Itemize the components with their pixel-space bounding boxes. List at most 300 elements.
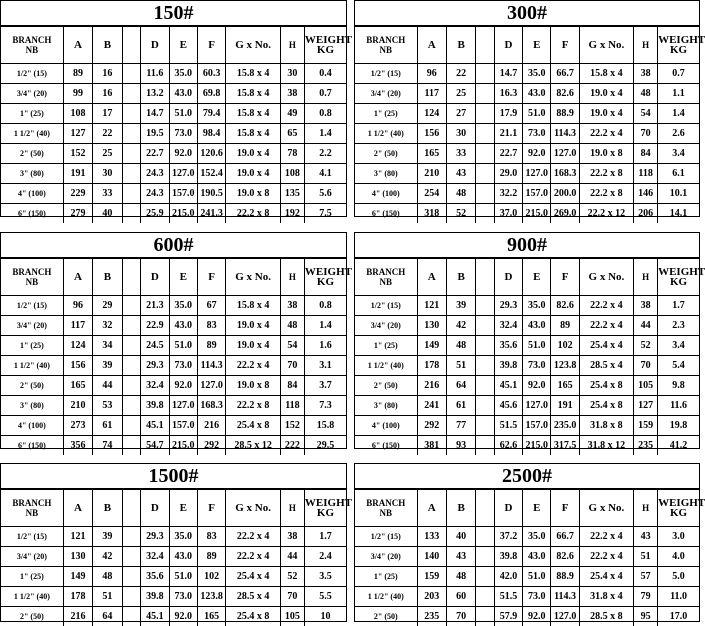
header-row — [355, 27, 699, 64]
cell-blank — [476, 567, 495, 587]
cell-g-x-no: 25.4 x 4 — [579, 567, 633, 587]
header-label-d: D — [151, 502, 159, 514]
cell-h: 38 — [634, 296, 658, 316]
header-label-kg: KG — [317, 44, 334, 56]
table-row — [355, 164, 699, 184]
header-label-weight: WEIGHT — [305, 266, 352, 278]
table-row — [355, 84, 699, 104]
cell-weight-kg: 41.2 — [658, 436, 699, 456]
cell-h: 54 — [280, 336, 304, 356]
header-label-b: B — [104, 39, 111, 51]
cell-weight-kg: 14.1 — [658, 204, 699, 224]
cell-a: 203 — [417, 587, 446, 607]
cell-d: 57.9 — [494, 607, 522, 626]
cell-b: 30 — [93, 164, 122, 184]
cell-b: 34 — [93, 336, 122, 356]
table-row — [1, 607, 346, 626]
cell-blank — [122, 124, 141, 144]
cell-d: 19.5 — [141, 124, 169, 144]
cell-f: 102 — [551, 336, 579, 356]
header-label-kg: KG — [670, 507, 687, 519]
cell-g-x-no: 31.8 x 4 — [579, 587, 633, 607]
header-weight-kg — [304, 27, 346, 64]
cell-e: 35.0 — [523, 64, 551, 84]
header-label-branch: BRANCH — [12, 498, 51, 508]
cell-weight-kg: 0.8 — [304, 296, 346, 316]
cell-f: 152.4 — [197, 164, 225, 184]
header-e — [523, 259, 551, 296]
cell-f: 79.4 — [197, 104, 225, 124]
cell-d: 32.4 — [141, 547, 169, 567]
header-d — [141, 259, 169, 296]
cell-g-x-no: 28.5 x 8 — [579, 607, 633, 626]
cell-blank — [476, 396, 495, 416]
cell-a: 121 — [417, 296, 446, 316]
header-label-e: E — [533, 39, 540, 51]
cell-b: 22 — [446, 64, 475, 84]
cell-g-x-no: 25.4 x 8 — [579, 376, 633, 396]
cell-branch-nb: 6" (150) — [1, 436, 63, 456]
cell-branch-nb: 1 1/2" (40) — [355, 124, 417, 144]
cell-a: 318 — [417, 204, 446, 224]
cell-b: 40 — [93, 204, 122, 224]
cell-d: 45.6 — [494, 396, 522, 416]
cell-f: 83 — [197, 316, 225, 336]
header-label-b: B — [457, 39, 464, 51]
header-label-h: H — [642, 272, 649, 282]
cell-h: 38 — [634, 64, 658, 84]
cell-blank — [476, 64, 495, 84]
table-row — [355, 567, 699, 587]
header-d — [494, 259, 522, 296]
cell-a: 130 — [417, 316, 446, 336]
cell-g-x-no: 28.5 x 4 — [226, 587, 281, 607]
cell-f: 241.3 — [197, 204, 225, 224]
header-branch-nb — [355, 490, 417, 527]
cell-g-x-no: 19.0 x 4 — [579, 104, 633, 124]
cell-blank — [122, 436, 141, 456]
cell-d: 24.3 — [141, 184, 169, 204]
flange-table-150 — [0, 0, 347, 217]
cell-weight-kg: 5.6 — [304, 184, 346, 204]
cell-weight-kg: 2.4 — [304, 547, 346, 567]
cell-b: 61 — [446, 396, 475, 416]
table-row — [355, 144, 699, 164]
cell-weight-kg: 10.1 — [658, 184, 699, 204]
table-row — [1, 184, 346, 204]
cell-g-x-no: 28.5 x 12 — [226, 436, 281, 456]
table-row — [1, 416, 346, 436]
cell-a: 117 — [417, 84, 446, 104]
cell-b: 53 — [93, 396, 122, 416]
header-branch-nb — [1, 259, 63, 296]
cell-a: 96 — [63, 296, 92, 316]
cell-weight-kg: 1.1 — [658, 84, 699, 104]
cell-g-x-no: 22.2 x 4 — [579, 527, 633, 547]
cell-h: 48 — [634, 84, 658, 104]
cell-h: 52 — [280, 567, 304, 587]
dimension-table — [1, 258, 346, 455]
table-row — [1, 547, 346, 567]
header-h — [280, 490, 304, 527]
header-label-a: A — [428, 271, 436, 283]
header-a — [63, 490, 92, 527]
cell-blank — [476, 296, 495, 316]
cell-d: 14.7 — [494, 64, 522, 84]
cell-branch-nb: 2" (50) — [355, 144, 417, 164]
header-weight-kg — [658, 27, 699, 64]
cell-b: 43 — [446, 164, 475, 184]
header-label-b: B — [457, 271, 464, 283]
cell-g-x-no: 22.2 x 8 — [579, 184, 633, 204]
header-label-g: G x No. — [235, 271, 271, 283]
cell-e: 157.0 — [169, 416, 197, 436]
table-row — [355, 376, 699, 396]
cell-a: 117 — [63, 316, 92, 336]
cell-f: 67 — [197, 296, 225, 316]
cell-blank — [122, 144, 141, 164]
cell-branch-nb: 4" (100) — [355, 184, 417, 204]
header-blank — [476, 27, 495, 64]
cell-a: 178 — [63, 587, 92, 607]
cell-a: 124 — [417, 104, 446, 124]
cell-blank — [122, 587, 141, 607]
cell-weight-kg: 3.4 — [658, 336, 699, 356]
header-e — [523, 27, 551, 64]
header-label-f: F — [562, 502, 569, 514]
cell-f: 200.0 — [551, 184, 579, 204]
cell-branch-nb: 3/4" (20) — [355, 316, 417, 336]
cell-h: 222 — [280, 436, 304, 456]
cell-e: 157.0 — [169, 184, 197, 204]
cell-e: 51.0 — [169, 104, 197, 124]
header-label-nb: NB — [380, 277, 393, 287]
cell-d: 24.3 — [141, 164, 169, 184]
cell-g-x-no: 25.4 x 4 — [579, 336, 633, 356]
header-label-h: H — [642, 40, 649, 50]
cell-weight-kg: 9.8 — [658, 376, 699, 396]
cell-e: 92.0 — [169, 607, 197, 626]
cell-weight-kg: 0.7 — [304, 84, 346, 104]
cell-d: 45.1 — [141, 416, 169, 436]
cell-b: 42 — [93, 547, 122, 567]
cell-d: 21.1 — [494, 124, 522, 144]
cell-g-x-no: 25.4 x 4 — [226, 567, 281, 587]
header-label-h: H — [642, 503, 649, 513]
cell-f: 120.6 — [197, 144, 225, 164]
table-row — [355, 356, 699, 376]
cell-branch-nb: 1/2" (15) — [355, 64, 417, 84]
header-row — [355, 490, 699, 527]
header-b — [93, 259, 122, 296]
cell-g-x-no: 22.2 x 4 — [579, 124, 633, 144]
header-a — [417, 490, 446, 527]
header-h — [280, 27, 304, 64]
cell-d: 39.8 — [141, 396, 169, 416]
cell-f: 69.8 — [197, 84, 225, 104]
cell-d: 29.3 — [141, 527, 169, 547]
header-f — [197, 490, 225, 527]
cell-weight-kg: 0.7 — [658, 64, 699, 84]
header-branch-nb — [1, 27, 63, 64]
cell-g-x-no: 22.2 x 8 — [579, 164, 633, 184]
table-row — [1, 204, 346, 224]
cell-e: 215.0 — [523, 204, 551, 224]
cell-weight-kg: 0.4 — [304, 64, 346, 84]
cell-branch-nb: 1" (25) — [1, 336, 63, 356]
cell-d: 42.0 — [494, 567, 522, 587]
cell-blank — [476, 124, 495, 144]
header-b — [93, 27, 122, 64]
cell-e: 92.0 — [523, 607, 551, 626]
cell-d: 39.8 — [141, 587, 169, 607]
cell-a: 191 — [63, 164, 92, 184]
cell-h: 95 — [634, 607, 658, 626]
cell-d: 29.0 — [494, 164, 522, 184]
cell-g-x-no: 22.2 x 4 — [579, 296, 633, 316]
cell-a: 229 — [63, 184, 92, 204]
header-label-g: G x No. — [589, 39, 625, 51]
header-label-e: E — [533, 502, 540, 514]
cell-blank — [476, 356, 495, 376]
cell-h: 79 — [634, 587, 658, 607]
header-a — [63, 259, 92, 296]
table-row — [1, 527, 346, 547]
cell-e: 35.0 — [169, 527, 197, 547]
cell-weight-kg: 7.3 — [304, 396, 346, 416]
header-branch-nb — [1, 490, 63, 527]
header-label-g: G x No. — [589, 271, 625, 283]
header-weight-kg — [304, 259, 346, 296]
cell-d: 29.3 — [141, 356, 169, 376]
cell-blank — [476, 204, 495, 224]
header-label-weight: WEIGHT — [658, 34, 705, 46]
cell-f: 190.5 — [197, 184, 225, 204]
cell-a: 356 — [63, 436, 92, 456]
cell-e: 127.0 — [523, 164, 551, 184]
cell-d: 45.1 — [494, 376, 522, 396]
header-g-x-no — [579, 259, 633, 296]
table-row — [1, 376, 346, 396]
cell-a: 254 — [417, 184, 446, 204]
cell-d: 32.4 — [141, 376, 169, 396]
table-row — [355, 416, 699, 436]
header-label-a: A — [74, 39, 82, 51]
table-row — [1, 436, 346, 456]
cell-blank — [122, 607, 141, 626]
cell-blank — [122, 567, 141, 587]
header-f — [197, 27, 225, 64]
cell-weight-kg: 5.5 — [304, 587, 346, 607]
cell-g-x-no: 15.8 x 4 — [579, 64, 633, 84]
cell-weight-kg: 11.6 — [658, 396, 699, 416]
cell-a: 156 — [417, 124, 446, 144]
cell-weight-kg: 3.4 — [658, 144, 699, 164]
cell-branch-nb: 1/2" (15) — [355, 296, 417, 316]
cell-d: 37.0 — [494, 204, 522, 224]
header-a — [417, 259, 446, 296]
cell-e: 157.0 — [523, 416, 551, 436]
cell-branch-nb: 4" (100) — [1, 184, 63, 204]
header-blank — [122, 490, 141, 527]
cell-b: 48 — [446, 336, 475, 356]
cell-f: 82.6 — [551, 547, 579, 567]
cell-d: 25.9 — [141, 204, 169, 224]
cell-blank — [476, 336, 495, 356]
cell-d: 22.9 — [141, 316, 169, 336]
cell-a: 133 — [417, 527, 446, 547]
cell-weight-kg: 3.5 — [304, 567, 346, 587]
cell-blank — [476, 84, 495, 104]
cell-d: 54.7 — [141, 436, 169, 456]
header-label-nb: NB — [26, 277, 39, 287]
header-a — [417, 27, 446, 64]
cell-e: 127.0 — [169, 396, 197, 416]
table-row — [1, 396, 346, 416]
cell-branch-nb: 3" (80) — [355, 164, 417, 184]
header-label-e: E — [180, 39, 187, 51]
cell-g-x-no: 19.0 x 4 — [226, 164, 281, 184]
cell-branch-nb: 1 1/2" (40) — [1, 356, 63, 376]
cell-f: 60.3 — [197, 64, 225, 84]
cell-a: 165 — [63, 376, 92, 396]
cell-f: 89 — [197, 547, 225, 567]
cell-branch-nb: 1/2" (15) — [1, 296, 63, 316]
cell-weight-kg: 11.0 — [658, 587, 699, 607]
cell-a: 152 — [63, 144, 92, 164]
cell-d: 39.8 — [494, 547, 522, 567]
cell-weight-kg: 3.0 — [658, 527, 699, 547]
cell-e: 73.0 — [169, 587, 197, 607]
table-title: 150# — [1, 1, 346, 26]
cell-a: 108 — [63, 104, 92, 124]
header-label-f: F — [562, 39, 569, 51]
cell-b: 51 — [93, 587, 122, 607]
dimension-table — [355, 489, 699, 626]
header-label-weight: WEIGHT — [658, 266, 705, 278]
header-f — [551, 259, 579, 296]
cell-h: 44 — [280, 547, 304, 567]
cell-weight-kg: 17.0 — [658, 607, 699, 626]
cell-f: 269.0 — [551, 204, 579, 224]
header-d — [494, 27, 522, 64]
cell-h: 127 — [634, 396, 658, 416]
cell-g-x-no: 15.8 x 4 — [226, 84, 281, 104]
cell-blank — [122, 296, 141, 316]
header-label-h: H — [289, 272, 296, 282]
header-label-d: D — [505, 271, 513, 283]
cell-a: 210 — [63, 396, 92, 416]
header-h — [634, 259, 658, 296]
header-h — [634, 490, 658, 527]
header-label-h: H — [289, 40, 296, 50]
cell-b: 39 — [93, 356, 122, 376]
cell-h: 152 — [280, 416, 304, 436]
header-d — [494, 490, 522, 527]
cell-blank — [476, 527, 495, 547]
cell-g-x-no: 15.8 x 4 — [226, 64, 281, 84]
table-title: 1500# — [1, 464, 346, 489]
cell-f: 168.3 — [551, 164, 579, 184]
cell-h: 118 — [280, 396, 304, 416]
cell-d: 32.4 — [494, 316, 522, 336]
cell-g-x-no: 25.4 x 8 — [226, 416, 281, 436]
cell-h: 44 — [634, 316, 658, 336]
cell-e: 73.0 — [169, 356, 197, 376]
header-a — [63, 27, 92, 64]
cell-weight-kg: 1.7 — [658, 296, 699, 316]
cell-weight-kg: 2.6 — [658, 124, 699, 144]
cell-h: 70 — [634, 124, 658, 144]
cell-e: 51.0 — [169, 567, 197, 587]
cell-a: 96 — [417, 64, 446, 84]
cell-h: 38 — [280, 527, 304, 547]
header-row — [1, 27, 346, 64]
cell-e: 92.0 — [523, 376, 551, 396]
cell-branch-nb: 6" (150) — [355, 204, 417, 224]
header-label-f: F — [208, 39, 215, 51]
header-branch-nb — [355, 259, 417, 296]
cell-h: 84 — [280, 376, 304, 396]
cell-blank — [122, 204, 141, 224]
cell-branch-nb: 2" (50) — [1, 376, 63, 396]
cell-g-x-no: 22.2 x 4 — [226, 527, 281, 547]
cell-h: 57 — [634, 567, 658, 587]
cell-blank — [476, 376, 495, 396]
cell-b: 60 — [446, 587, 475, 607]
cell-e: 157.0 — [523, 184, 551, 204]
cell-h: 38 — [280, 296, 304, 316]
cell-weight-kg: 3.1 — [304, 356, 346, 376]
table-title: 600# — [1, 233, 346, 258]
header-f — [551, 490, 579, 527]
cell-g-x-no: 31.8 x 8 — [579, 416, 633, 436]
table-row — [355, 204, 699, 224]
cell-blank — [476, 316, 495, 336]
cell-f: 127.0 — [197, 376, 225, 396]
cell-b: 27 — [446, 104, 475, 124]
cell-h: 70 — [280, 356, 304, 376]
cell-a: 216 — [63, 607, 92, 626]
cell-b: 29 — [93, 296, 122, 316]
cell-weight-kg: 3.7 — [304, 376, 346, 396]
cell-h: 65 — [280, 124, 304, 144]
cell-g-x-no: 19.0 x 4 — [579, 84, 633, 104]
cell-blank — [122, 376, 141, 396]
cell-d: 35.6 — [494, 336, 522, 356]
cell-h: 49 — [280, 104, 304, 124]
cell-blank — [122, 356, 141, 376]
header-f — [551, 27, 579, 64]
table-row — [1, 84, 346, 104]
header-b — [446, 259, 475, 296]
cell-b: 39 — [446, 296, 475, 316]
cell-branch-nb: 1" (25) — [355, 567, 417, 587]
flange-table-1500 — [0, 463, 347, 622]
cell-d: 22.7 — [494, 144, 522, 164]
cell-e: 73.0 — [169, 124, 197, 144]
cell-branch-nb: 6" (150) — [355, 436, 417, 456]
cell-weight-kg: 1.6 — [304, 336, 346, 356]
cell-a: 89 — [63, 64, 92, 84]
cell-blank — [476, 144, 495, 164]
flange-table-2500 — [354, 463, 700, 622]
table-row — [355, 184, 699, 204]
cell-weight-kg: 5.0 — [658, 567, 699, 587]
header-label-a: A — [428, 39, 436, 51]
table-row — [1, 316, 346, 336]
header-e — [523, 490, 551, 527]
